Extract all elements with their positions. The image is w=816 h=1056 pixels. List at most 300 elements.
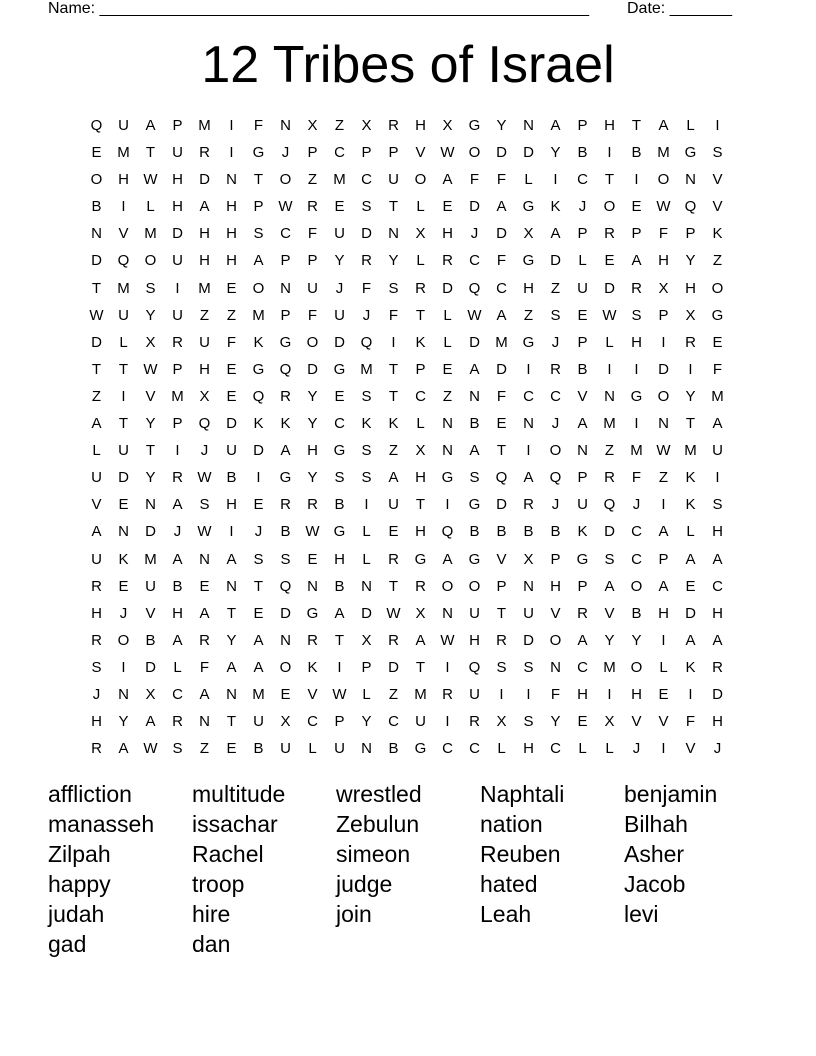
grid-letter: M bbox=[657, 144, 670, 162]
grid-letter: B bbox=[91, 198, 102, 216]
word-list bbox=[48, 779, 768, 959]
grid-letter: A bbox=[280, 442, 291, 460]
word-list-item: judge bbox=[336, 871, 393, 897]
grid-letter: V bbox=[118, 225, 129, 243]
grid-letter: N bbox=[388, 225, 399, 243]
grid-letter: P bbox=[172, 117, 183, 134]
grid-letter: N bbox=[523, 577, 534, 595]
grid-letter: N bbox=[118, 685, 129, 703]
grid-letter: N bbox=[118, 523, 129, 541]
grid-letter: U bbox=[226, 442, 237, 460]
grid-letter: O bbox=[414, 171, 427, 189]
grid-letter: X bbox=[307, 117, 318, 134]
grid-letter: H bbox=[415, 523, 426, 541]
grid-letter: R bbox=[388, 631, 399, 649]
grid-letter: I bbox=[229, 117, 234, 134]
grid-letter: Y bbox=[685, 387, 696, 405]
grid-letter: T bbox=[226, 713, 237, 731]
grid-letter: C bbox=[631, 523, 642, 541]
grid-letter: M bbox=[252, 685, 265, 703]
grid-letter: R bbox=[307, 198, 318, 216]
grid-letter: Z bbox=[442, 387, 453, 405]
grid-letter: M bbox=[252, 306, 265, 324]
grid-letter: P bbox=[550, 550, 561, 568]
grid-letter: S bbox=[712, 496, 723, 514]
grid-letter: Y bbox=[145, 306, 156, 324]
grid-letter: M bbox=[495, 333, 508, 351]
grid-letter: I bbox=[121, 387, 126, 405]
grid-letter: Z bbox=[658, 469, 669, 487]
grid-letter: G bbox=[630, 387, 643, 405]
grid-letter: I bbox=[391, 333, 396, 351]
grid-letter: F bbox=[307, 306, 318, 324]
grid-letter: S bbox=[145, 279, 156, 297]
grid-letter: I bbox=[121, 198, 126, 216]
grid-letter: K bbox=[307, 658, 318, 676]
grid-letter: P bbox=[307, 144, 318, 162]
grid-letter: B bbox=[172, 577, 183, 595]
grid-letter: R bbox=[388, 117, 399, 134]
grid-letter: D bbox=[91, 333, 102, 351]
grid-letter: N bbox=[442, 415, 453, 433]
grid-letter: C bbox=[712, 577, 723, 595]
grid-letter: H bbox=[199, 225, 210, 243]
grid-letter: I bbox=[229, 144, 234, 162]
grid-letter: H bbox=[199, 252, 210, 270]
grid-letter: A bbox=[577, 631, 588, 649]
grid-letter: E bbox=[685, 577, 696, 595]
grid-letter: B bbox=[334, 577, 345, 595]
grid-letter: X bbox=[145, 333, 156, 351]
grid-letter: R bbox=[415, 279, 426, 297]
grid-letter: T bbox=[226, 604, 237, 622]
grid-letter: I bbox=[121, 658, 126, 676]
grid-letter: R bbox=[199, 144, 210, 162]
grid-letter: N bbox=[442, 442, 453, 460]
grid-letter: H bbox=[631, 685, 642, 703]
grid-letter: W bbox=[305, 523, 320, 541]
grid-letter: I bbox=[661, 631, 666, 649]
grid-letter: V bbox=[550, 604, 561, 622]
grid-letter: I bbox=[229, 523, 234, 541]
grid-letter: A bbox=[712, 550, 723, 568]
grid-letter: N bbox=[577, 442, 588, 460]
grid-letter: U bbox=[334, 740, 345, 758]
grid-letter: C bbox=[280, 225, 291, 243]
grid-letter: C bbox=[523, 387, 534, 405]
grid-letter: O bbox=[279, 171, 292, 189]
grid-letter: P bbox=[415, 360, 426, 378]
grid-letter: S bbox=[91, 658, 102, 676]
grid-letter: D bbox=[550, 252, 561, 270]
grid-letter: A bbox=[685, 631, 696, 649]
grid-letter: O bbox=[468, 144, 481, 162]
grid-letter: E bbox=[253, 496, 264, 514]
grid-letter: O bbox=[144, 252, 157, 270]
grid-letter: J bbox=[119, 604, 128, 622]
grid-letter: S bbox=[361, 387, 372, 405]
grid-letter: O bbox=[711, 279, 724, 297]
grid-letter: I bbox=[364, 496, 369, 514]
grid-letter: R bbox=[469, 713, 480, 731]
grid-letter: L bbox=[497, 740, 506, 758]
grid-letter: I bbox=[634, 360, 639, 378]
grid-letter: M bbox=[603, 658, 616, 676]
grid-letter: X bbox=[685, 306, 696, 324]
grid-letter: Q bbox=[252, 387, 265, 405]
grid-letter: X bbox=[604, 713, 615, 731]
grid-letter: D bbox=[199, 171, 210, 189]
grid-letter: D bbox=[523, 144, 534, 162]
grid-letter: U bbox=[118, 306, 129, 324]
grid-letter: H bbox=[550, 577, 561, 595]
grid-letter: D bbox=[685, 604, 696, 622]
grid-letter: X bbox=[415, 604, 426, 622]
grid-letter: M bbox=[117, 144, 130, 162]
grid-letter: P bbox=[172, 415, 183, 433]
grid-letter: I bbox=[499, 685, 504, 703]
grid-letter: W bbox=[143, 740, 158, 758]
grid-letter: S bbox=[361, 198, 372, 216]
grid-letter: I bbox=[526, 685, 531, 703]
grid-letter: N bbox=[226, 685, 237, 703]
grid-letter: E bbox=[253, 604, 264, 622]
grid-letter: B bbox=[334, 496, 345, 514]
grid-letter: A bbox=[199, 685, 210, 703]
grid-letter: N bbox=[523, 117, 534, 134]
grid-letter: E bbox=[226, 387, 237, 405]
grid-letter: R bbox=[631, 279, 642, 297]
grid-letter: C bbox=[469, 740, 480, 758]
grid-letter: E bbox=[307, 550, 318, 568]
grid-letter: P bbox=[577, 225, 588, 243]
grid-letter: T bbox=[415, 306, 426, 324]
grid-letter: P bbox=[577, 333, 588, 351]
grid-letter: L bbox=[578, 252, 587, 270]
grid-letter: Q bbox=[441, 523, 454, 541]
grid-letter: D bbox=[253, 442, 264, 460]
grid-letter: P bbox=[307, 252, 318, 270]
grid-letter: W bbox=[440, 631, 455, 649]
grid-letter: P bbox=[253, 198, 264, 216]
word-list-item: manasseh bbox=[48, 811, 155, 837]
grid-letter: P bbox=[334, 713, 345, 731]
grid-letter: J bbox=[281, 144, 290, 162]
grid-letter: S bbox=[523, 713, 534, 731]
grid-letter: I bbox=[526, 360, 531, 378]
grid-letter: Q bbox=[117, 252, 130, 270]
word-list-item: happy bbox=[48, 871, 111, 897]
grid-letter: R bbox=[280, 496, 291, 514]
grid-letter: Y bbox=[307, 415, 318, 433]
grid-letter: D bbox=[442, 279, 453, 297]
grid-letter: D bbox=[226, 415, 237, 433]
grid-letter: E bbox=[199, 577, 210, 595]
page-title: 12 Tribes of Israel bbox=[201, 36, 615, 94]
grid-letter: I bbox=[607, 360, 612, 378]
word-list-item: Bilhah bbox=[624, 811, 688, 837]
grid-letter: Z bbox=[388, 442, 399, 460]
grid-letter: J bbox=[578, 198, 587, 216]
grid-letter: B bbox=[469, 523, 480, 541]
grid-letter: D bbox=[307, 360, 318, 378]
grid-letter: Q bbox=[684, 198, 697, 216]
grid-letter: S bbox=[388, 279, 399, 297]
grid-letter: N bbox=[280, 631, 291, 649]
grid-letter: X bbox=[361, 117, 372, 134]
grid-letter: J bbox=[173, 523, 182, 541]
grid-letter: R bbox=[388, 550, 399, 568]
grid-letter: D bbox=[172, 225, 183, 243]
grid-letter: J bbox=[254, 523, 263, 541]
grid-letter: E bbox=[577, 713, 588, 731]
grid-letter: M bbox=[198, 279, 211, 297]
grid-letter: R bbox=[172, 713, 183, 731]
grid-letter: H bbox=[415, 469, 426, 487]
grid-letter: K bbox=[577, 523, 588, 541]
grid-letter: W bbox=[332, 685, 347, 703]
grid-letter: Y bbox=[550, 713, 561, 731]
grid-letter: W bbox=[656, 442, 671, 460]
grid-letter: P bbox=[361, 144, 372, 162]
grid-letter: N bbox=[226, 171, 237, 189]
grid-letter: A bbox=[496, 198, 507, 216]
grid-letter: Q bbox=[603, 496, 616, 514]
grid-letter: K bbox=[253, 333, 264, 351]
grid-letter: F bbox=[496, 387, 507, 405]
grid-letter: Y bbox=[226, 631, 237, 649]
grid-letter: E bbox=[631, 198, 642, 216]
grid-letter: N bbox=[361, 577, 372, 595]
grid-letter: B bbox=[550, 523, 561, 541]
grid-letter: J bbox=[551, 415, 560, 433]
grid-letter: A bbox=[442, 171, 453, 189]
grid-letter: G bbox=[684, 144, 697, 162]
grid-letter: H bbox=[172, 171, 183, 189]
grid-letter: D bbox=[496, 360, 507, 378]
grid-letter: B bbox=[388, 740, 399, 758]
grid-letter: H bbox=[91, 604, 102, 622]
grid-letter: B bbox=[631, 144, 642, 162]
grid-letter: C bbox=[334, 415, 345, 433]
grid-letter: H bbox=[118, 171, 129, 189]
grid-letter: Z bbox=[91, 387, 102, 405]
grid-letter: A bbox=[523, 469, 534, 487]
grid-letter: E bbox=[118, 496, 129, 514]
word-list-item: hated bbox=[480, 871, 538, 897]
grid-letter: S bbox=[496, 658, 507, 676]
grid-letter: O bbox=[630, 577, 643, 595]
grid-letter: J bbox=[362, 306, 371, 324]
grid-letter: I bbox=[661, 740, 666, 758]
grid-letter: K bbox=[550, 198, 561, 216]
word-list-item: Leah bbox=[480, 901, 532, 927]
grid-letter: F bbox=[496, 252, 507, 270]
grid-letter: E bbox=[712, 333, 723, 351]
grid-letter: I bbox=[634, 415, 639, 433]
grid-letter: B bbox=[577, 144, 588, 162]
grid-letter: Y bbox=[361, 713, 372, 731]
grid-letter: D bbox=[388, 658, 399, 676]
grid-letter: A bbox=[712, 631, 723, 649]
grid-letter: G bbox=[306, 604, 319, 622]
grid-letter: A bbox=[550, 117, 561, 134]
grid-letter: U bbox=[415, 713, 426, 731]
grid-letter: R bbox=[604, 225, 615, 243]
grid-letter: B bbox=[469, 415, 480, 433]
grid-letter: E bbox=[91, 144, 102, 162]
grid-letter: M bbox=[711, 387, 724, 405]
grid-letter: Q bbox=[495, 469, 508, 487]
grid-letter: G bbox=[279, 333, 292, 351]
grid-letter: T bbox=[118, 360, 129, 378]
grid-letter: S bbox=[199, 496, 210, 514]
grid-letter: H bbox=[199, 360, 210, 378]
grid-letter: G bbox=[522, 198, 535, 216]
grid-letter: T bbox=[604, 171, 615, 189]
grid-letter: Y bbox=[604, 631, 615, 649]
grid-letter: Z bbox=[226, 306, 237, 324]
grid-letter: H bbox=[712, 713, 723, 731]
grid-letter: A bbox=[469, 360, 480, 378]
grid-letter: V bbox=[631, 713, 642, 731]
grid-letter: J bbox=[200, 442, 209, 460]
grid-letter: A bbox=[577, 415, 588, 433]
grid-letter: D bbox=[496, 144, 507, 162]
grid-letter: H bbox=[631, 333, 642, 351]
grid-letter: O bbox=[657, 171, 670, 189]
grid-letter: X bbox=[145, 685, 156, 703]
grid-letter: A bbox=[226, 550, 237, 568]
grid-letter: T bbox=[253, 171, 264, 189]
grid-letter: G bbox=[441, 469, 454, 487]
grid-letter: Q bbox=[549, 469, 562, 487]
grid-letter: N bbox=[199, 550, 210, 568]
grid-letter: B bbox=[631, 604, 642, 622]
grid-letter: Y bbox=[685, 252, 696, 270]
grid-letter: Q bbox=[90, 117, 103, 134]
grid-letter: A bbox=[415, 631, 426, 649]
grid-letter: E bbox=[604, 252, 615, 270]
grid-letter: E bbox=[118, 577, 129, 595]
grid-letter: N bbox=[280, 279, 291, 297]
grid-letter: N bbox=[199, 713, 210, 731]
grid-letter: P bbox=[172, 360, 183, 378]
grid-letter: D bbox=[361, 225, 372, 243]
letter-grid bbox=[83, 112, 731, 762]
grid-letter: I bbox=[175, 442, 180, 460]
word-list-item: Naphtali bbox=[480, 781, 565, 807]
grid-letter: S bbox=[550, 306, 561, 324]
grid-letter: I bbox=[715, 117, 720, 134]
grid-letter: G bbox=[468, 550, 481, 568]
grid-letter: Z bbox=[550, 279, 561, 297]
grid-letter: O bbox=[90, 171, 103, 189]
grid-letter: I bbox=[634, 171, 639, 189]
grid-letter: R bbox=[442, 252, 453, 270]
grid-letter: U bbox=[388, 171, 399, 189]
grid-letter: A bbox=[172, 631, 183, 649]
grid-letter: O bbox=[306, 333, 319, 351]
grid-letter: M bbox=[333, 171, 346, 189]
grid-letter: S bbox=[361, 442, 372, 460]
grid-letter: B bbox=[280, 523, 291, 541]
grid-letter: O bbox=[630, 658, 643, 676]
grid-letter: J bbox=[470, 225, 479, 243]
grid-letter: S bbox=[469, 469, 480, 487]
grid-letter: U bbox=[118, 117, 129, 134]
grid-letter: E bbox=[226, 360, 237, 378]
grid-letter: N bbox=[91, 225, 102, 243]
grid-letter: T bbox=[145, 144, 156, 162]
grid-letter: H bbox=[658, 252, 669, 270]
grid-letter: M bbox=[144, 225, 157, 243]
grid-letter: H bbox=[712, 604, 723, 622]
grid-letter: S bbox=[253, 550, 264, 568]
grid-letter: L bbox=[362, 685, 371, 703]
grid-letter: F bbox=[388, 306, 399, 324]
grid-letter: I bbox=[715, 469, 720, 487]
grid-letter: Q bbox=[279, 577, 292, 595]
grid-letter: A bbox=[496, 306, 507, 324]
grid-letter: I bbox=[445, 496, 450, 514]
date-field-label: Date: _______ bbox=[627, 0, 732, 17]
grid-letter: T bbox=[388, 198, 399, 216]
grid-letter: C bbox=[550, 740, 561, 758]
grid-letter: T bbox=[415, 658, 426, 676]
grid-letter: A bbox=[334, 604, 345, 622]
grid-letter: R bbox=[91, 631, 102, 649]
grid-letter: W bbox=[278, 198, 293, 216]
grid-letter: C bbox=[550, 387, 561, 405]
grid-letter: K bbox=[685, 496, 696, 514]
grid-letter: L bbox=[416, 198, 425, 216]
grid-letter: X bbox=[523, 550, 534, 568]
grid-letter: D bbox=[91, 252, 102, 270]
grid-letter: V bbox=[145, 387, 156, 405]
grid-letter: U bbox=[469, 604, 480, 622]
grid-letter: W bbox=[467, 306, 482, 324]
grid-letter: G bbox=[414, 740, 427, 758]
grid-letter: V bbox=[658, 713, 669, 731]
grid-letter: V bbox=[91, 496, 102, 514]
word-list-item: levi bbox=[624, 901, 659, 927]
grid-letter: D bbox=[604, 523, 615, 541]
grid-letter: R bbox=[199, 631, 210, 649]
grid-letter: M bbox=[630, 442, 643, 460]
grid-letter: W bbox=[440, 144, 455, 162]
grid-letter: W bbox=[143, 171, 158, 189]
word-list-item: judah bbox=[48, 901, 105, 927]
grid-letter: A bbox=[604, 577, 615, 595]
grid-letter: K bbox=[415, 333, 426, 351]
word-list-item: multitude bbox=[192, 781, 286, 807]
grid-letter: Z bbox=[199, 740, 210, 758]
grid-letter: G bbox=[522, 252, 535, 270]
grid-letter: N bbox=[550, 658, 561, 676]
grid-letter: D bbox=[604, 279, 615, 297]
grid-letter: F bbox=[253, 117, 264, 134]
grid-letter: R bbox=[307, 496, 318, 514]
grid-letter: U bbox=[172, 144, 183, 162]
grid-letter: H bbox=[658, 604, 669, 622]
grid-letter: I bbox=[607, 144, 612, 162]
grid-letter: E bbox=[334, 387, 345, 405]
grid-letter: P bbox=[631, 225, 642, 243]
grid-letter: S bbox=[280, 550, 291, 568]
grid-letter: M bbox=[117, 279, 130, 297]
word-list-item: nation bbox=[480, 811, 543, 837]
